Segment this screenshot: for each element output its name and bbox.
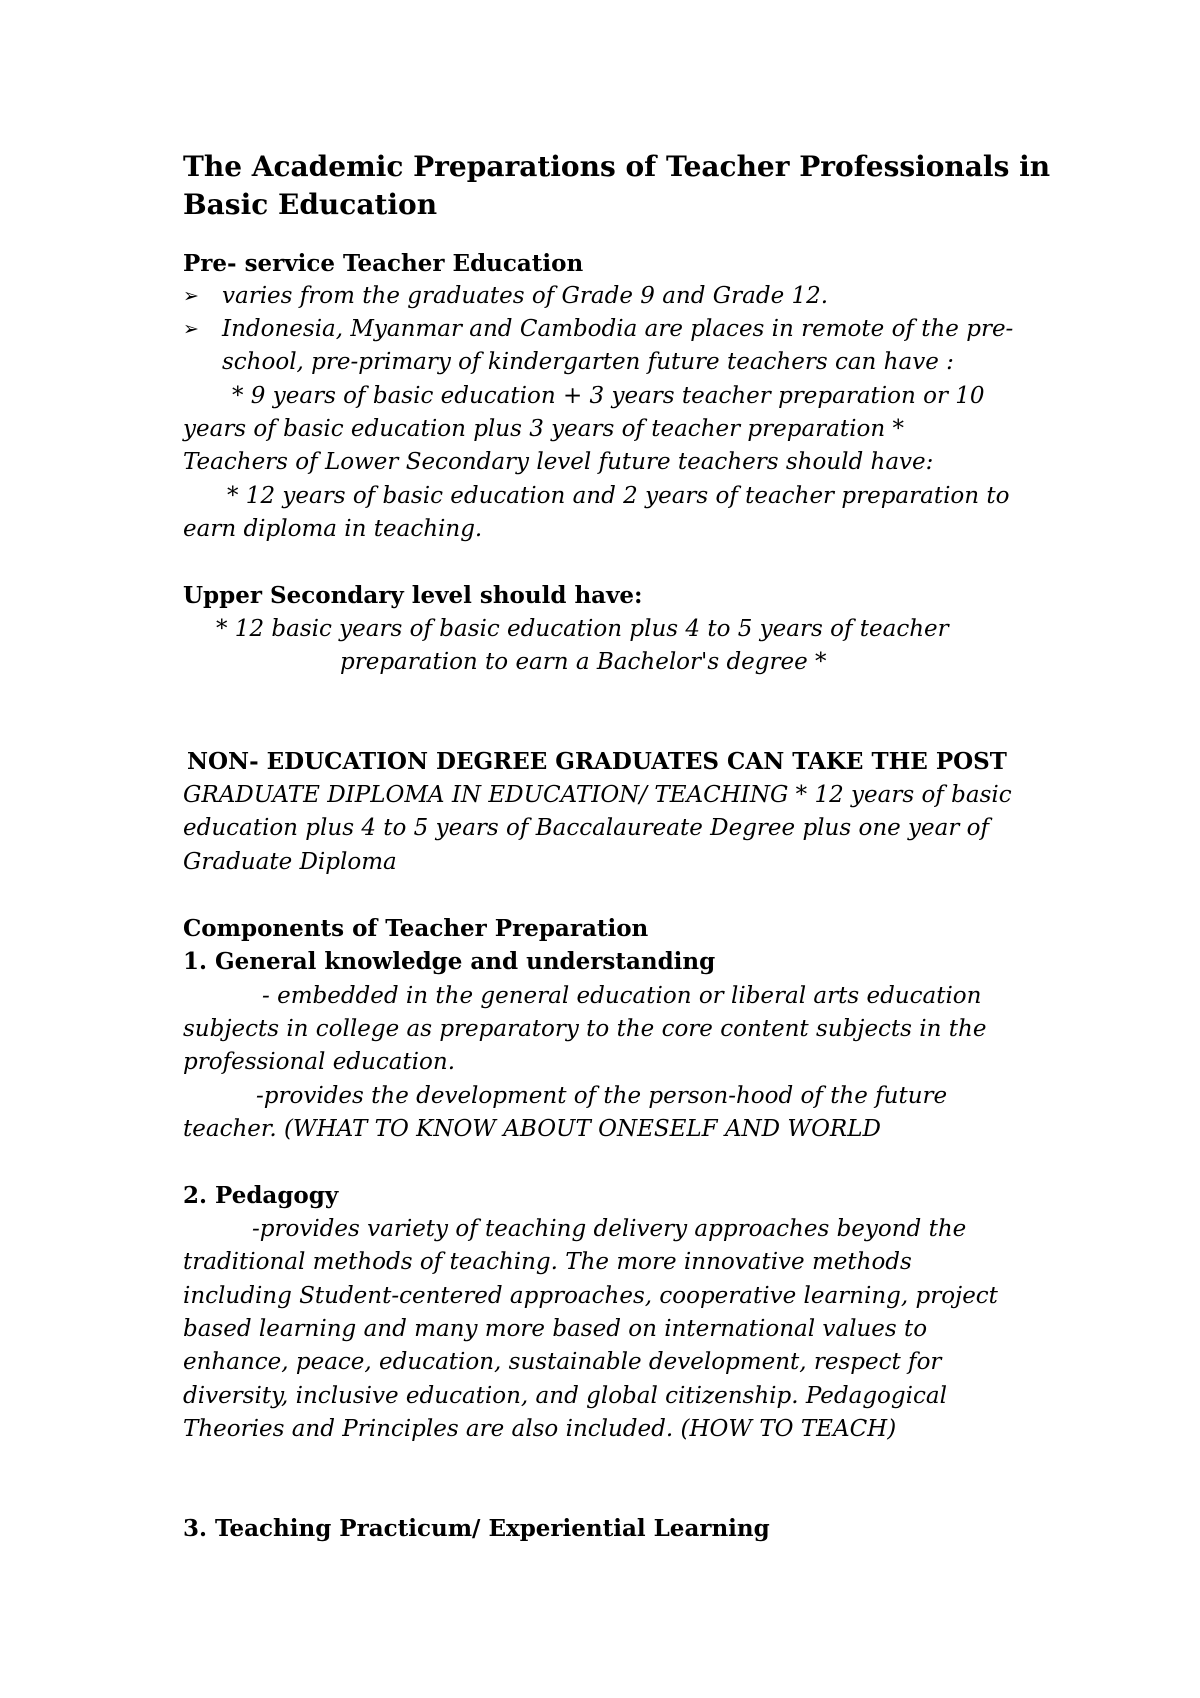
arrowhead-bullet-icon: ➢ <box>183 318 199 340</box>
preservice-requirement-1-line-1: * 9 years of basic education + 3 years teacher preparation or 10 <box>232 383 985 409</box>
component-1-paragraph-1-line-1: - embedded in the general education or liberal arts education <box>262 983 982 1009</box>
preservice-bullet-1: varies from the graduates of Grade 9 and Grade 12. <box>222 283 829 309</box>
component-3-heading: 3. Teaching Practicum/ Experiential Learning <box>183 1515 770 1542</box>
lower-secondary-line: Teachers of Lower Secondary level future teachers should have: <box>183 449 934 475</box>
component-2-line-1: -provides variety of teaching delivery approaches beyond the <box>252 1216 967 1242</box>
non-education-line-3: Graduate Diploma <box>183 849 397 875</box>
non-education-heading: NON- EDUCATION DEGREE GRADUATES CAN TAKE THE POST <box>187 748 1007 775</box>
component-2-line-7: Theories and Principles are also included. (HOW TO TEACH) <box>183 1416 897 1442</box>
component-2-line-5: enhance, peace, education, sustainable development, respect for <box>183 1349 942 1375</box>
component-1-paragraph-1-line-3: professional education. <box>183 1049 456 1075</box>
component-2-line-3: including Student-centered approaches, cooperative learning, project <box>183 1283 998 1309</box>
component-2-heading: 2. Pedagogy <box>183 1182 339 1209</box>
preservice-requirement-2-line-1: * 12 years of basic education and 2 years of teacher preparation to <box>227 483 1010 509</box>
preservice-requirement-1-line-2: years of basic education plus 3 years of teacher preparation * <box>183 416 904 442</box>
arrowhead-bullet-icon: ➢ <box>183 285 199 307</box>
document-title-line-2: Basic Education <box>183 188 438 221</box>
non-education-line-1: GRADUATE DIPLOMA IN EDUCATION/ TEACHING * 12 years of basic <box>183 782 1012 808</box>
preservice-bullet-2-line-2: school, pre-primary of kindergarten future teachers can have : <box>222 349 954 375</box>
preservice-heading: Pre- service Teacher Education <box>183 250 584 277</box>
non-education-line-2: education plus 4 to 5 years of Baccalaureate Degree plus one year of <box>183 815 990 841</box>
upper-secondary-heading: Upper Secondary level should have: <box>183 582 643 609</box>
component-1-paragraph-1-line-2: subjects in college as preparatory to the core content subjects in the <box>183 1016 987 1042</box>
upper-secondary-requirement-line-2: preparation to earn a Bachelor's degree * <box>340 649 827 675</box>
component-1-paragraph-2-line-2: teacher. (WHAT TO KNOW ABOUT ONESELF AND WORLD <box>183 1116 881 1142</box>
preservice-bullet-2-line-1: Indonesia, Myanmar and Cambodia are places in remote of the pre- <box>222 316 1014 342</box>
component-2-line-2: traditional methods of teaching. The more innovative methods <box>183 1249 912 1275</box>
upper-secondary-requirement-line-1: * 12 basic years of basic education plus 4 to 5 years of teacher <box>216 616 949 642</box>
components-heading: Components of Teacher Preparation <box>183 915 649 942</box>
component-2-line-4: based learning and many more based on international values to <box>183 1316 928 1342</box>
document-title-line-1: The Academic Preparations of Teacher Professionals in <box>183 150 1051 183</box>
component-1-heading: 1. General knowledge and understanding <box>183 948 716 975</box>
preservice-requirement-2-line-2: earn diploma in teaching. <box>183 516 483 542</box>
component-2-line-6: diversity, inclusive education, and global citizenship. Pedagogical <box>183 1383 947 1409</box>
component-1-paragraph-2-line-1: -provides the development of the person-hood of the future <box>256 1083 948 1109</box>
